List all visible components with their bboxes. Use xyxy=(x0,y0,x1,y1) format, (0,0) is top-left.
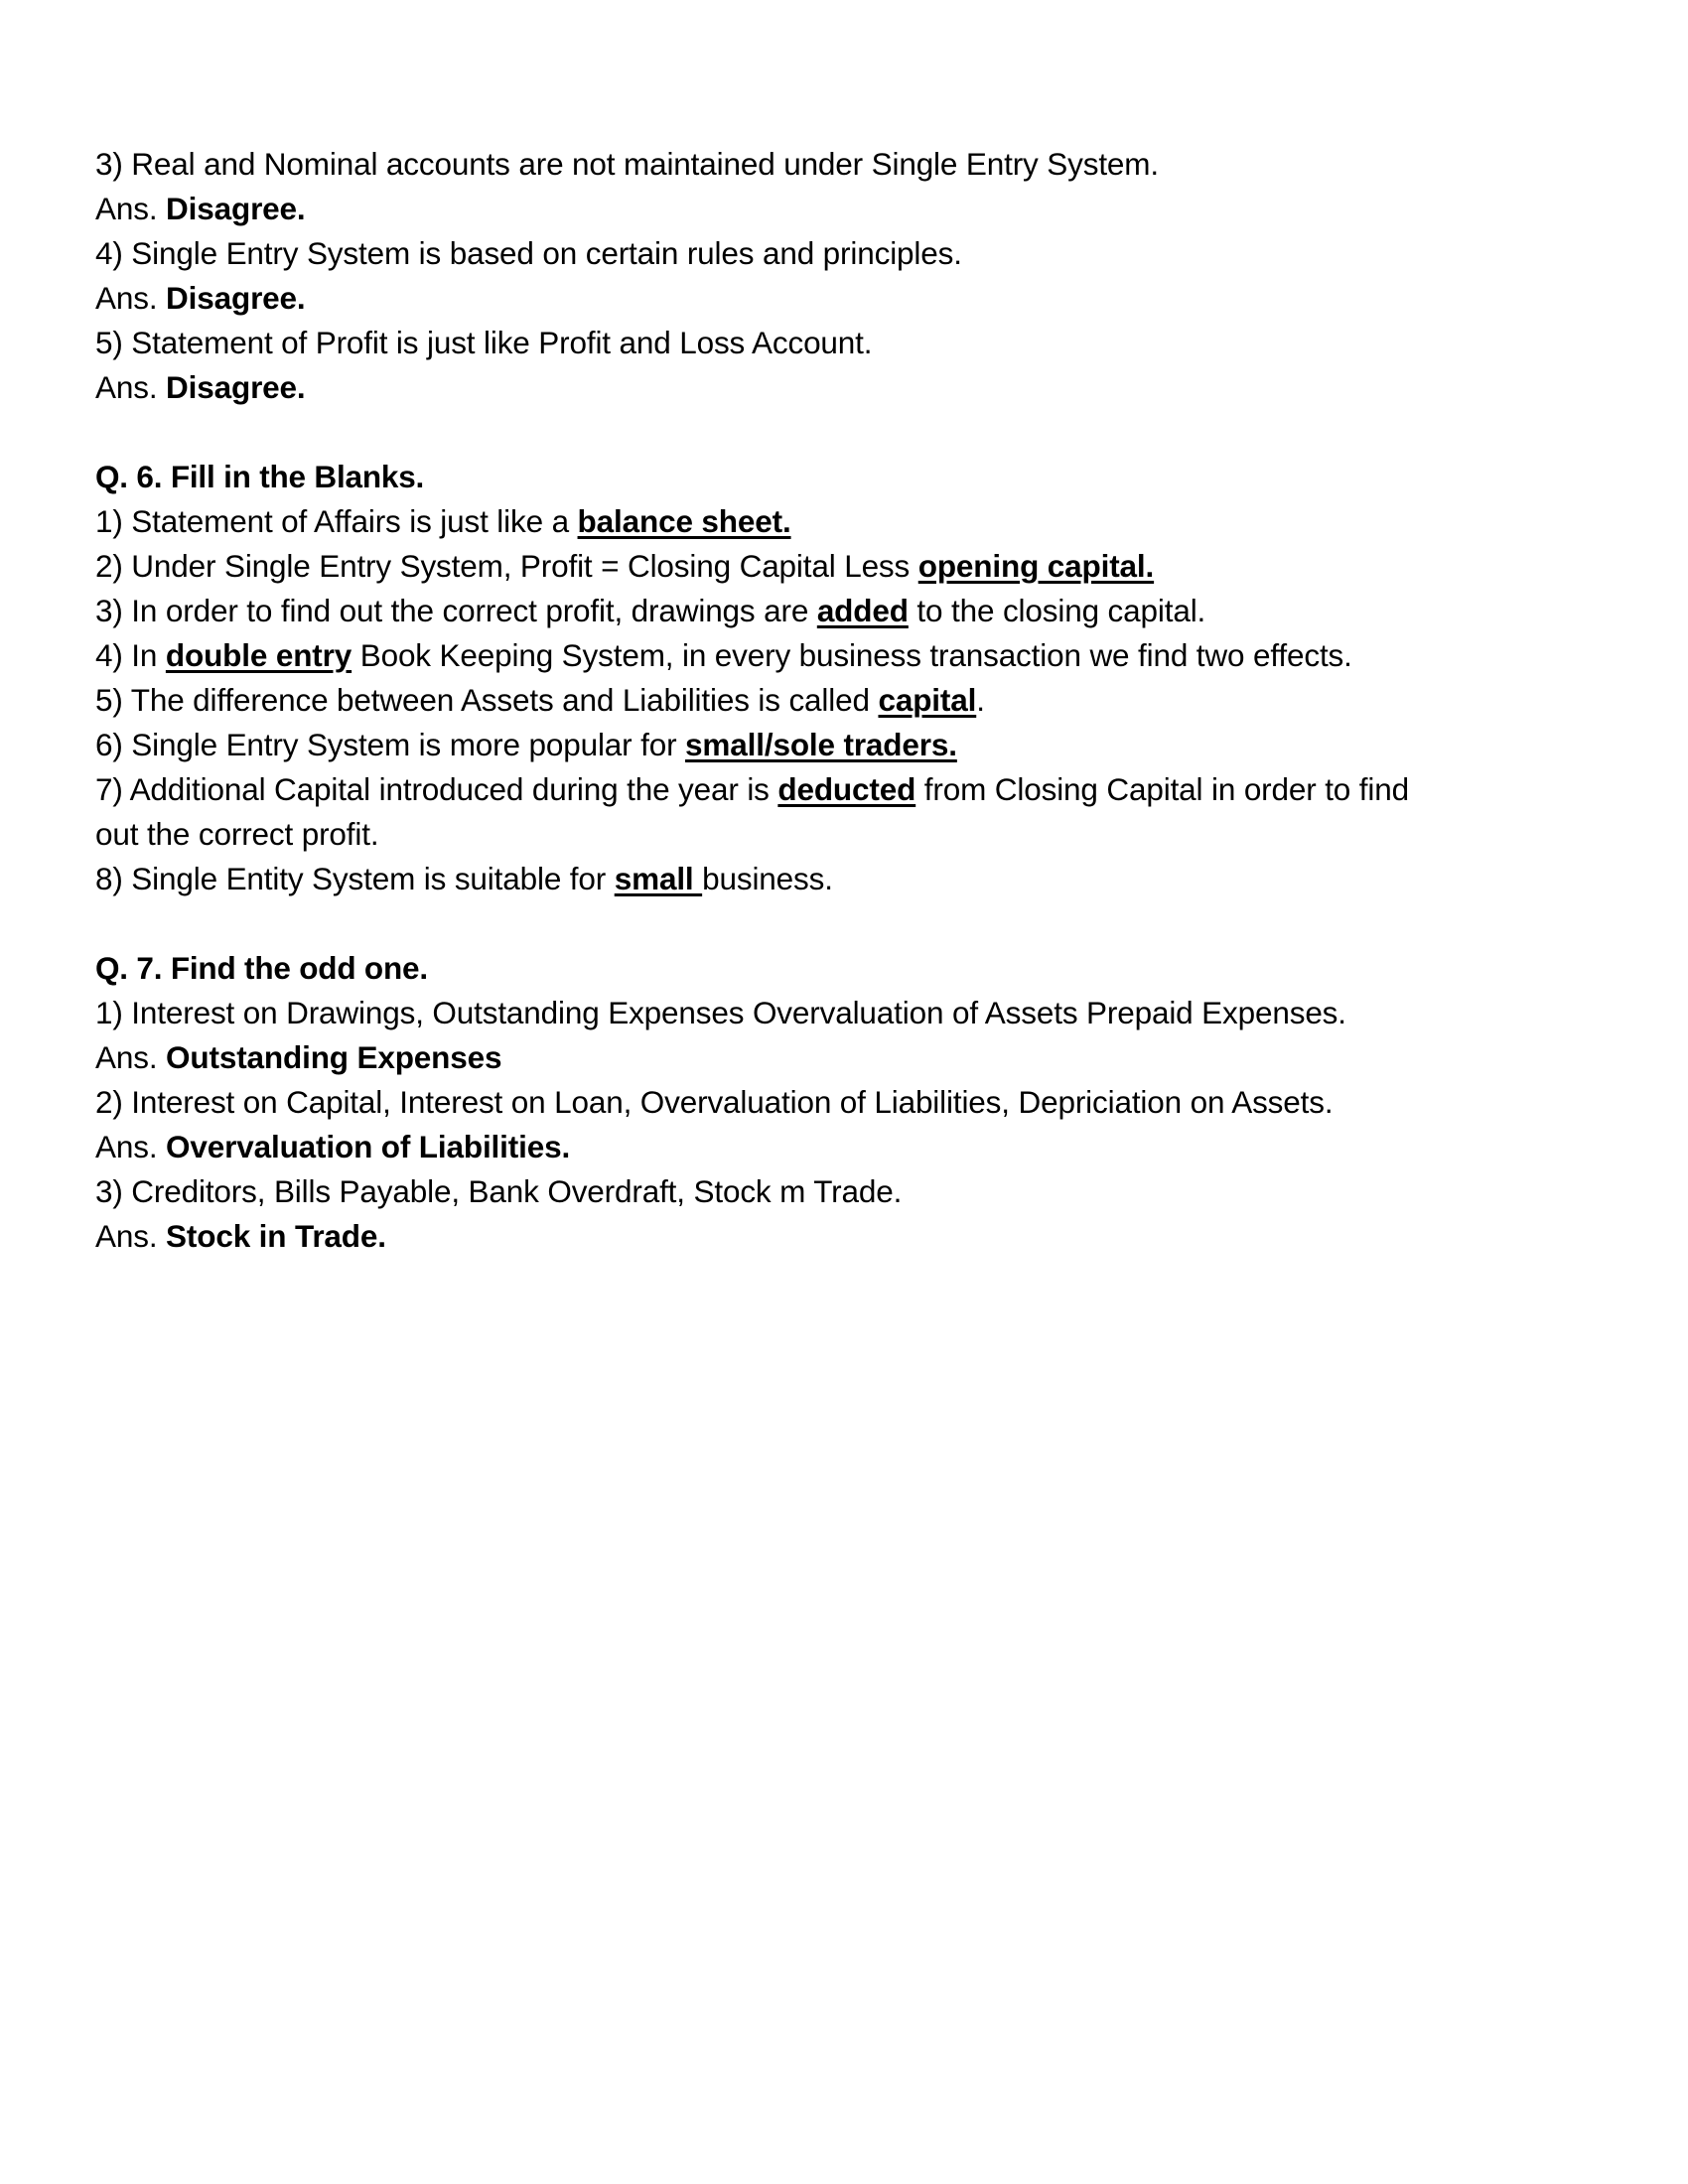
q6-item-8 xyxy=(95,857,1450,901)
q6-item-1-blank: balance sheet. xyxy=(577,503,791,539)
q5-item-4-statement: 4) Single Entry System is based on certain rules and principles. xyxy=(95,235,962,271)
q7-item-1-answer xyxy=(95,1035,1450,1080)
q6-item-7 xyxy=(95,767,1450,857)
q6-item-2-before: 2) Under Single Entry System, Profit = Closing Capital Less xyxy=(95,548,918,584)
answer-value: Outstanding Expenses xyxy=(166,1039,502,1075)
q7-item-1-question: 1) Interest on Drawings, Outstanding Expenses Overvaluation of Assets Prepaid Expenses. xyxy=(95,995,1346,1030)
q6-item-3-before: 3) In order to find out the correct profit, drawings are xyxy=(95,593,817,628)
q6-item-1-before: 1) Statement of Affairs is just like a xyxy=(95,503,578,539)
q6-item-6-blank: small/sole traders. xyxy=(685,727,957,762)
answer-label: Ans. xyxy=(95,191,167,226)
q7-item-3-answer xyxy=(95,1214,1450,1259)
answer-value: Disagree. xyxy=(166,280,306,316)
q7-item-2-answer xyxy=(95,1125,1450,1169)
q6-item-4-before: 4) In xyxy=(95,637,166,673)
q6-item-3-blank: added xyxy=(816,593,909,628)
q5-item-3-statement: 3) Real and Nominal accounts are not maintained under Single Entry System. xyxy=(95,146,1159,182)
q7-item-3-question: 3) Creditors, Bills Payable, Bank Overdraft, Stock m Trade. xyxy=(95,1173,903,1209)
q7-item-2-question: 2) Interest on Capital, Interest on Loan, Overvaluation of Liabilities, Depriciation on Assets. xyxy=(95,1084,1334,1120)
q6-item-5-after: . xyxy=(976,682,985,718)
answer-label: Ans. xyxy=(95,369,167,405)
answer-label: Ans. xyxy=(95,1218,167,1254)
q6-item-2-blank: opening capital. xyxy=(917,548,1155,584)
answer-value: Disagree. xyxy=(166,191,306,226)
q7-heading: Q. 7. Find the odd one. xyxy=(95,950,428,986)
q6-item-4 xyxy=(95,633,1450,678)
q6-item-3 xyxy=(95,589,1450,633)
q6-item-4-blank: double entry xyxy=(165,637,352,673)
q6-item-5 xyxy=(95,678,1450,723)
section-q7 xyxy=(95,946,1450,1259)
q6-item-4-after: Book Keeping System, in every business transaction we find two effects. xyxy=(352,637,1352,673)
q6-item-8-before: 8) Single Entity System is suitable for xyxy=(95,861,615,896)
q6-item-7-after: from Closing Capital in order to find out the correct profit. xyxy=(95,771,1409,852)
q6-item-7-blank: deducted xyxy=(777,771,916,807)
q6-item-5-before: 5) The difference between Assets and Liabilities is called xyxy=(95,682,879,718)
section-gap xyxy=(95,901,1450,946)
answer-label: Ans. xyxy=(95,1039,167,1075)
q6-item-7-before: 7) Additional Capital introduced during the year is xyxy=(95,771,778,807)
section-q6 xyxy=(95,455,1450,901)
q5-item-5-statement: 5) Statement of Profit is just like Profit and Loss Account. xyxy=(95,325,873,360)
q5-item-5-answer xyxy=(95,365,1450,410)
document-body xyxy=(95,142,1450,1260)
q6-item-6-before: 6) Single Entry System is more popular for xyxy=(95,727,686,762)
q6-heading: Q. 6. Fill in the Blanks. xyxy=(95,459,425,494)
answer-label: Ans. xyxy=(95,1129,167,1164)
q6-item-8-blank: small xyxy=(614,861,703,896)
q6-item-8-after: business. xyxy=(702,861,833,896)
answer-value: Disagree. xyxy=(166,369,306,405)
section-gap xyxy=(95,410,1450,455)
blank-page-remainder xyxy=(95,1259,1450,1260)
q5-item-3-answer xyxy=(95,187,1450,231)
q6-item-6 xyxy=(95,723,1450,767)
q6-item-3-after: to the closing capital. xyxy=(908,593,1206,628)
q6-item-1 xyxy=(95,499,1450,544)
q5-item-4-answer xyxy=(95,276,1450,321)
answer-value: Stock in Trade. xyxy=(166,1218,386,1254)
section-q5-continued xyxy=(95,142,1450,410)
answer-value: Overvaluation of Liabilities. xyxy=(166,1129,571,1164)
q6-item-2 xyxy=(95,544,1450,589)
answer-label: Ans. xyxy=(95,280,167,316)
q6-item-5-blank: capital xyxy=(878,682,977,718)
